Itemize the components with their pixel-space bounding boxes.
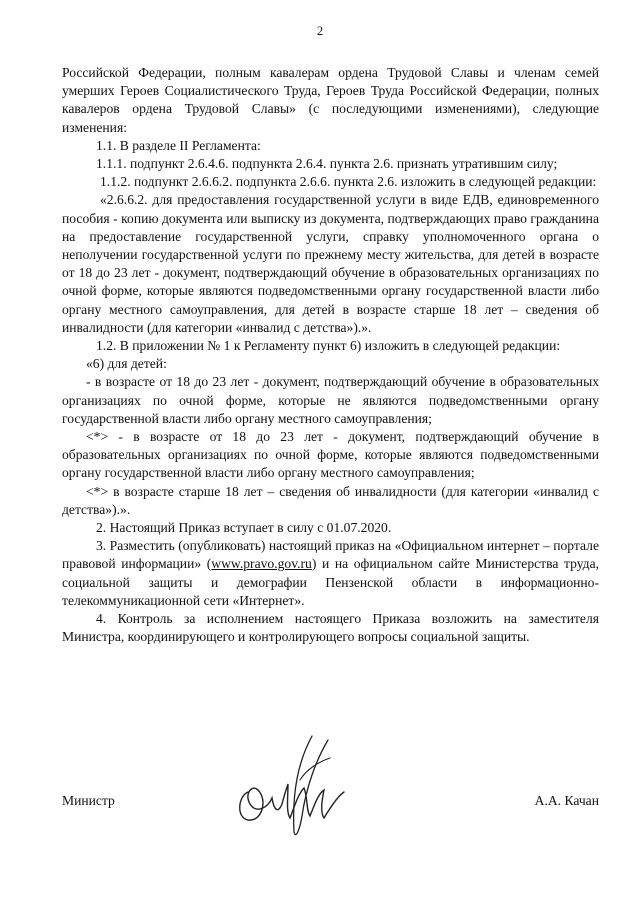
paragraph-over-18-disability: <*> в возрасте старше 18 лет – сведения об инвалидности (для категории «инвалид с детства»).». bbox=[62, 483, 599, 517]
paragraph-1-1-1: 1.1.1. подпункт 2.6.4.6. подпункта 2.6.4. пункта 2.6. признать утратившим силу; bbox=[96, 156, 558, 172]
paragraph-for-children: «6) для детей: bbox=[86, 356, 167, 372]
paragraph-3-text-a: 3. Разместить (опубликовать) настоящий приказ на «Официальном интернет – портале правовой информации» ( bbox=[62, 538, 599, 572]
paragraph-1-1: 1.1. В разделе II Регламента: bbox=[96, 137, 261, 153]
paragraph-3 bbox=[62, 537, 599, 610]
paragraph-age-18-23-subordinate: <*> - в возрасте от 18 до 23 лет - документ, подтверждающий обучение в образовательных организациях по очной форме, которые являются подведомственными органу государственной власти либо органу местного самоуправления; bbox=[62, 429, 599, 481]
document-body bbox=[62, 64, 599, 647]
paragraph-1-2: 1.2. В приложении № 1 к Регламенту пункт 6) изложить в следующей редакции: bbox=[96, 338, 561, 354]
paragraph-2-6-6-2: «2.6.6.2. для предоставления государственной услуги в виде ЕДВ, единовременного пособия - копию документа или выписку из документа, подтверждающих право гражданина на предоставление государственной услуги, справку уполномоченного органа о неполучении государственной услуги по прежнему месту жительства, для детей в возрасте от 18 до 23 лет - документ, подтверждающий обучение в образовательных организациях по очной форме, которые являются подведомственными органу государственной власти либо органу местного самоуправления, для детей в возрасте старше 18 лет – сведения об инвалидности (для категории «инвалид с детства»).». bbox=[62, 192, 599, 335]
paragraph-3-text-b: ) и на официальном сайте Министерства труда, социальной защиты и демографии Пензенской области в информационно-телекоммуникационной сети «Интернет». bbox=[62, 556, 599, 608]
position-title: Министр bbox=[62, 793, 115, 808]
signature-block bbox=[62, 700, 599, 850]
paragraph-4: 4. Контроль за исполнением настоящего Приказа возложить на заместителя Министра, координирующего и контролирующего вопросы социальной защиты. bbox=[62, 611, 599, 645]
paragraph-intro: Российской Федерации, полным кавалерам ордена Трудовой Славы и членам семей умерших Героев Социалистического Труда, Героев Труда Российской Федерации, полных кавалеров ордена Трудовой Славы» (с последующими изменениями), следующие изменения: bbox=[62, 65, 599, 135]
paragraph-1-1-2: 1.1.2. подпункт 2.6.6.2. подпункта 2.6.6. пункта 2.6. изложить в следующей редакции: bbox=[100, 174, 597, 190]
page-number: 2 bbox=[316, 24, 324, 38]
paragraph-age-18-23-not-subordinate: - в возрасте от 18 до 23 лет - документ, подтверждающий обучение в образовательных организациях по очной форме, которые не являются подведомственными органу государственной власти либо органу местного самоуправления; bbox=[62, 374, 599, 426]
paragraph-2: 2. Настоящий Приказ вступает в силу с 01.07.2020. bbox=[96, 520, 392, 536]
pravo-gov-link[interactable]: www.pravo.gov.ru bbox=[211, 556, 312, 572]
handwritten-signature bbox=[234, 700, 354, 840]
signer-name: А.А. Качан bbox=[534, 793, 599, 808]
